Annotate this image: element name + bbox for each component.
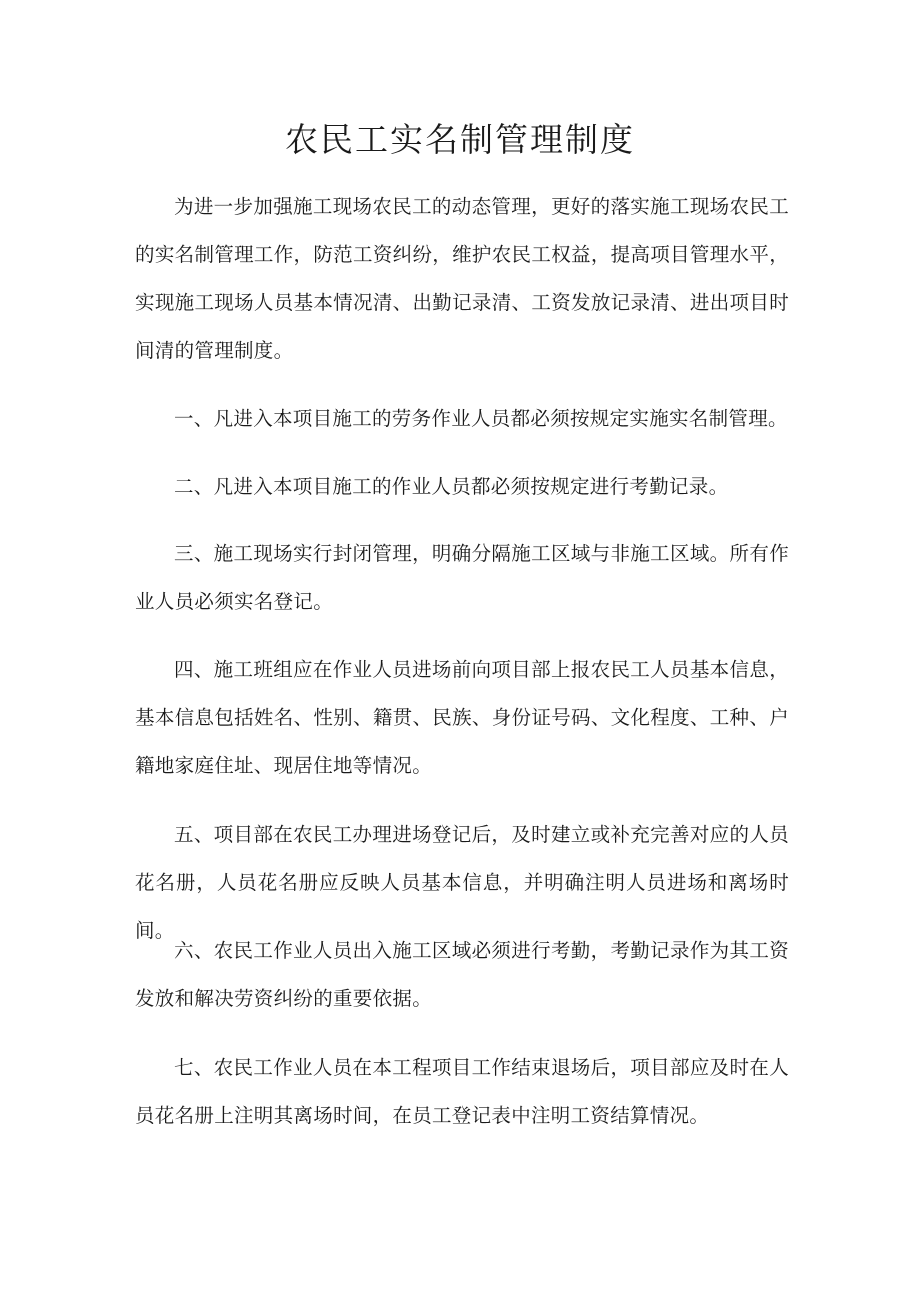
document-title: 农民工实名制管理制度 <box>285 120 635 159</box>
rule-paragraph-5: 五、项目部在农民工办理进场登记后，及时建立或补充完善对应的人员花名册，人员花名册应反映人员基本信息，并明确注明人员进场和离场时间。 <box>135 823 789 942</box>
rule-paragraph-4: 四、施工班组应在作业人员进场前向项目部上报农民工人员基本信息，基本信息包括姓名、性别、籍贯、民族、身份证号码、文化程度、工种、户籍地家庭住址、现居住地等情况。 <box>135 658 789 777</box>
rule-paragraph-7: 七、农民工作业人员在本工程项目工作结束退场后，项目部应及时在人员花名册上注明其离场时间，在员工登记表中注明工资结算情况。 <box>135 1056 789 1127</box>
rule-paragraph-1: 一、凡进入本项目施工的劳务作业人员都必须按规定实施实名制管理。 <box>174 407 788 430</box>
rule-paragraph-6: 六、农民工作业人员出入施工区域必须进行考勤，考勤记录作为其工资发放和解决劳资纠纷的重要依据。 <box>135 939 789 1010</box>
intro-paragraph: 为进一步加强施工现场农民工的动态管理，更好的落实施工现场农民工的实名制管理工作，防范工资纠纷，维护农民工权益，提高项目管理水平，实现施工现场人员基本情况清、出勤记录清、工资发放记录清、进出项目时间清的管理制度。 <box>135 195 789 362</box>
rule-paragraph-3: 三、施工现场实行封闭管理，明确分隔施工区域与非施工区域。所有作业人员必须实名登记。 <box>135 542 789 613</box>
rule-paragraph-2: 二、凡进入本项目施工的作业人员都必须按规定进行考勤记录。 <box>174 475 729 498</box>
